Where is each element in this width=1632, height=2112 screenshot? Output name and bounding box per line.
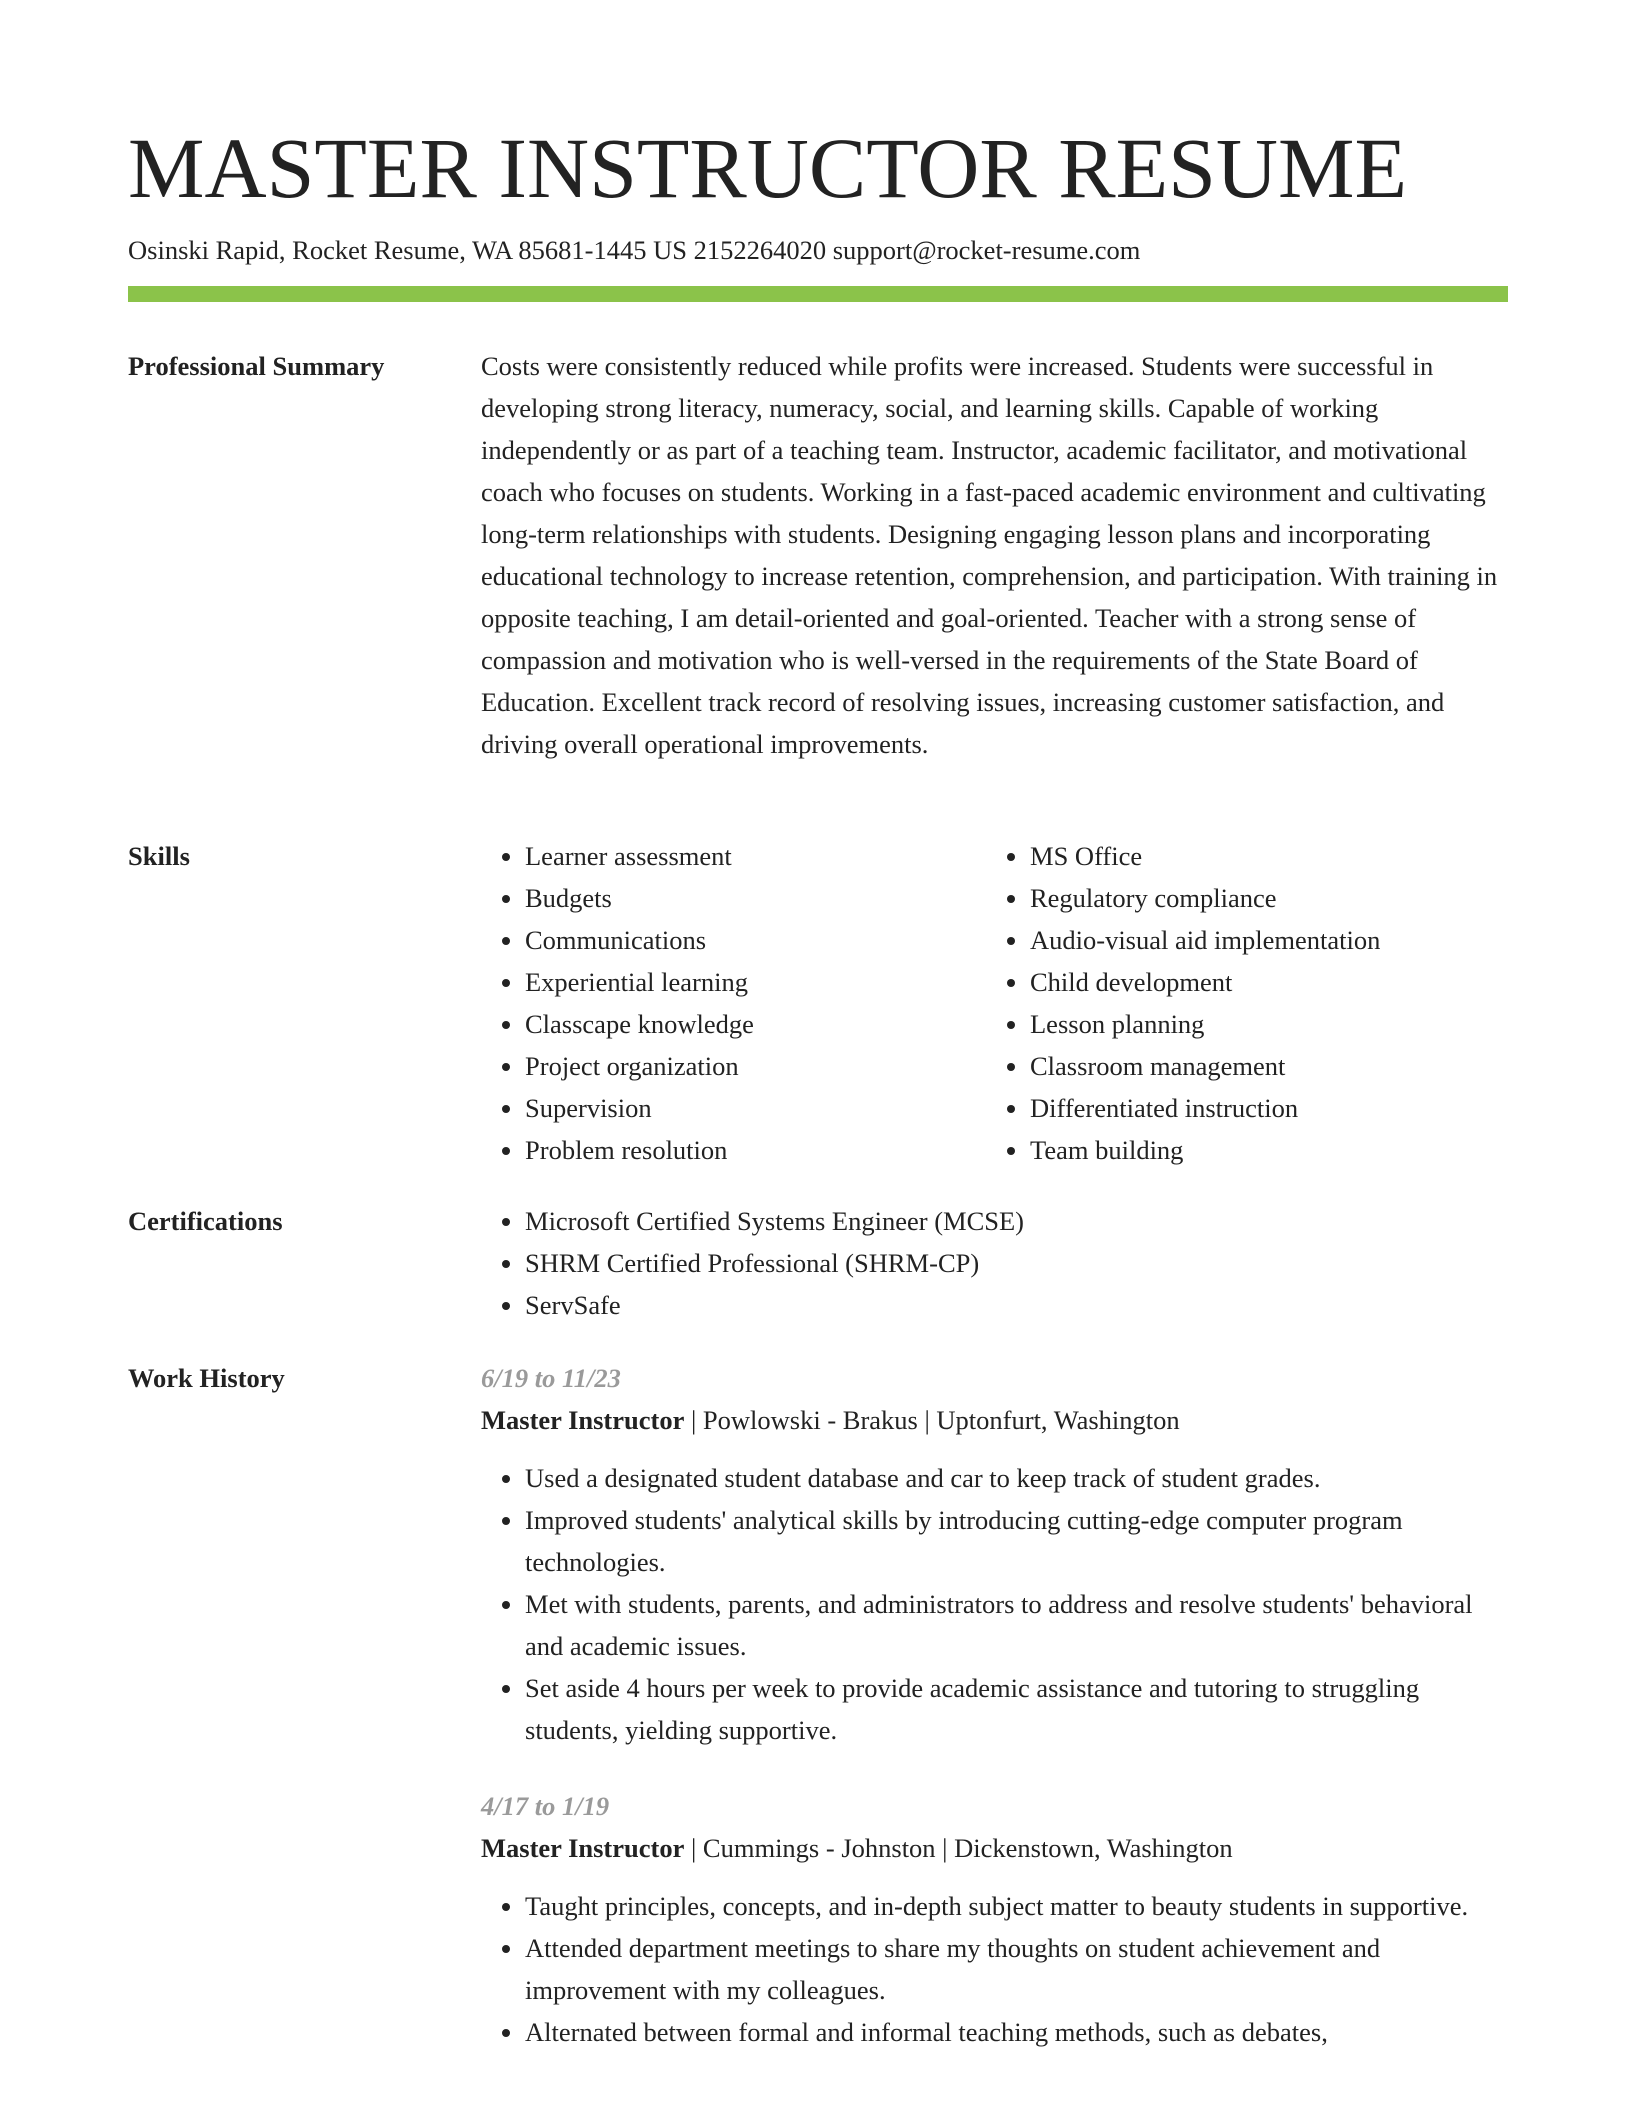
job-bullet: • Improved students' analytical skills by introducing cutting-edge computer program technologies. xyxy=(525,1499,1511,1583)
job-bullet: • Set aside 4 hours per week to provide academic assistance and tutoring to struggling students, yielding supportive. xyxy=(525,1667,1511,1751)
job-bullet: • Met with students, parents, and administrators to address and resolve students' behavioral and academic issues. xyxy=(525,1583,1511,1667)
skill-item: • Differentiated instruction xyxy=(1030,1087,1491,1129)
resume-title: MASTER INSTRUCTOR RESUME xyxy=(128,120,1408,216)
job-entry xyxy=(481,1785,1511,2053)
skill-item: • Experiential learning xyxy=(525,961,986,1003)
certification-item: • Microsoft Certified Systems Engineer (MCSE) xyxy=(525,1200,1511,1242)
skills-label: Skills xyxy=(128,841,190,871)
certification-item: • SHRM Certified Professional (SHRM-CP) xyxy=(525,1242,1511,1284)
skill-item: • Classroom management xyxy=(1030,1045,1491,1087)
skill-item: • Problem resolution xyxy=(525,1129,986,1171)
job-heading xyxy=(481,1827,1511,1869)
skill-item: • Regulatory compliance xyxy=(1030,877,1491,919)
job-dates: 6/19 to 11/23 xyxy=(481,1363,621,1393)
skill-item: • Communications xyxy=(525,919,986,961)
job-bullet: • Used a designated student database and car to keep track of student grades. xyxy=(525,1457,1511,1499)
summary-label: Professional Summary xyxy=(128,351,385,381)
job-details: | Powlowski - Brakus | Uptonfurt, Washington xyxy=(684,1405,1180,1435)
job-title: Master Instructor xyxy=(481,1833,685,1863)
certifications-body xyxy=(481,1200,1511,1326)
skill-item: • MS Office xyxy=(1030,835,1491,877)
summary-body xyxy=(481,345,1511,765)
skill-item: • Lesson planning xyxy=(1030,1003,1491,1045)
job-details: | Cummings - Johnston | Dickenstown, Washington xyxy=(684,1833,1233,1863)
certifications-label: Certifications xyxy=(128,1206,283,1236)
certification-item: • ServSafe xyxy=(525,1284,1511,1326)
accent-divider xyxy=(128,286,1508,302)
skills-body xyxy=(481,835,1511,1171)
work-history-label: Work History xyxy=(128,1363,285,1393)
job-entry xyxy=(481,1357,1511,1751)
skill-item: • Team building xyxy=(1030,1129,1491,1171)
skill-item: • Project organization xyxy=(525,1045,986,1087)
skill-item: • Classcape knowledge xyxy=(525,1003,986,1045)
job-bullet: • Taught principles, concepts, and in-depth subject matter to beauty students in supportive. xyxy=(525,1885,1511,1927)
job-dates: 4/17 to 1/19 xyxy=(481,1791,610,1821)
job-title: Master Instructor xyxy=(481,1405,685,1435)
skill-item: • Budgets xyxy=(525,877,986,919)
skill-item: • Learner assessment xyxy=(525,835,986,877)
job-bullet: • Attended department meetings to share my thoughts on student achievement and improvement with my colleagues. xyxy=(525,1927,1511,2011)
job-bullet: • Alternated between formal and informal teaching methods, such as debates, xyxy=(525,2011,1511,2053)
summary-text: Costs were consistently reduced while profits were increased. Students were successful in developing strong literacy, numeracy, social, and learning skills. Capable of working independently or as part of a teaching team. Instructor, academic facilitator, and motivational coach who focuses on students. Working in a fast-paced academic environment and cultivating long-term relationships with students. Designing engaging lesson plans and incorporating educational technology to increase retention, comprehension, and participation. With training in opposite teaching, I am detail-oriented and goal-oriented. Teacher with a strong sense of compassion and motivation who is well-versed in the requirements of the State Board of Education. Excellent track record of resolving issues, increasing customer satisfaction, and driving overall operational improvements. xyxy=(481,351,1498,759)
contact-line: Osinski Rapid, Rocket Resume, WA 85681-1445 US 2152264020 support@rocket-resume.com xyxy=(128,235,1141,265)
skills-column-left xyxy=(481,835,986,1171)
job-heading xyxy=(481,1399,1511,1441)
skill-item: • Supervision xyxy=(525,1087,986,1129)
skill-item: • Child development xyxy=(1030,961,1491,1003)
skill-item: • Audio-visual aid implementation xyxy=(1030,919,1491,961)
skills-column-right xyxy=(986,835,1491,1171)
work-history-body xyxy=(481,1357,1511,2087)
